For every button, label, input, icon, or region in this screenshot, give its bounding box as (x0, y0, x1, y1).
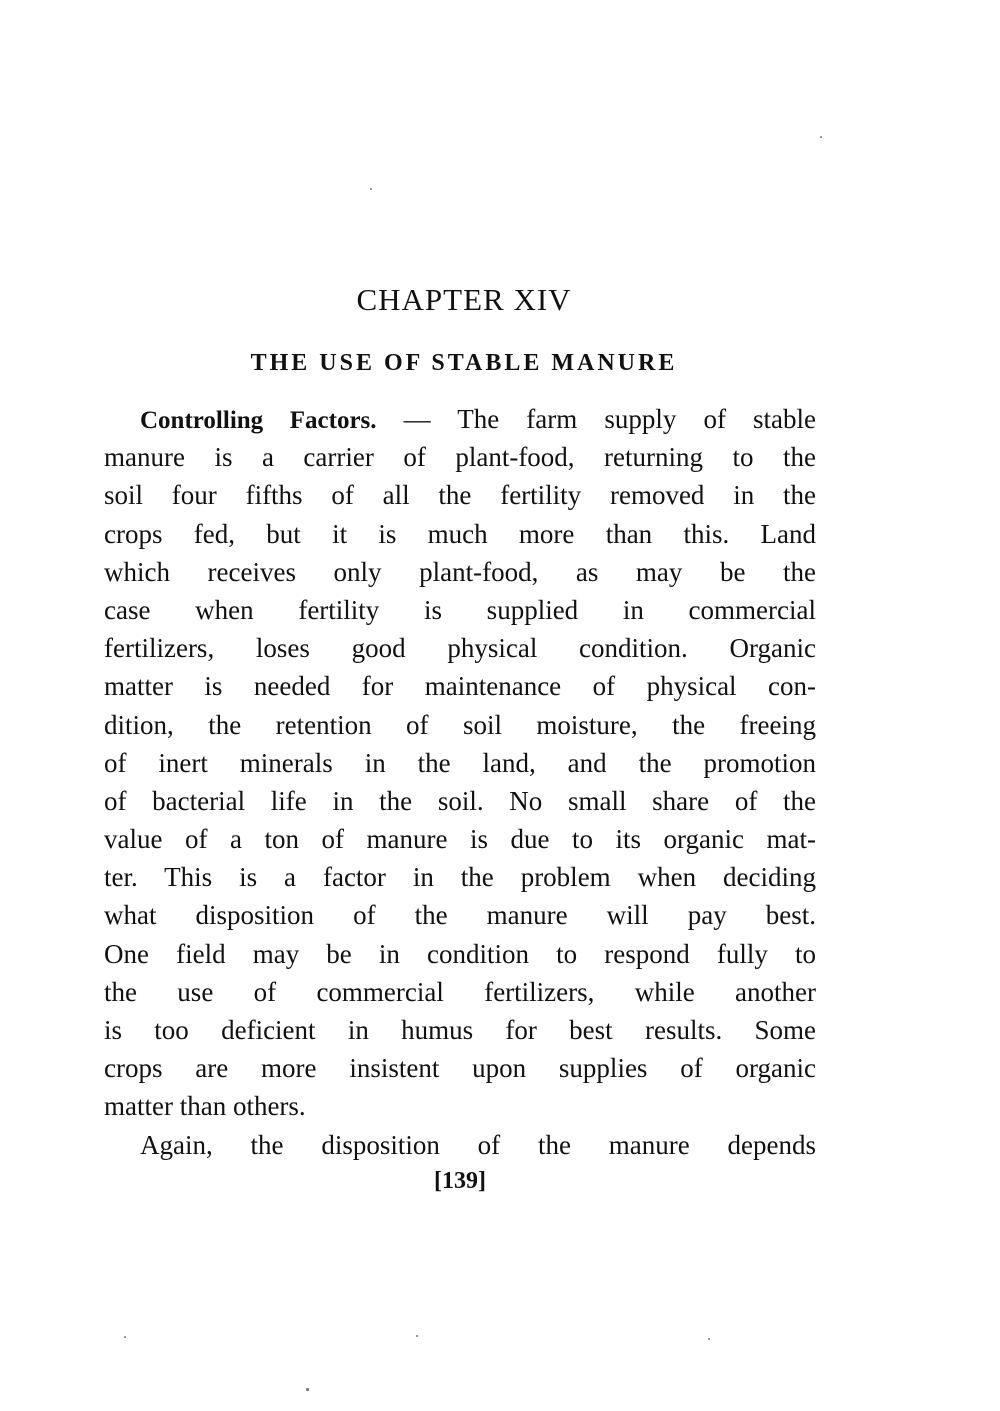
paragraph-line-text: — The farm supply of stable (403, 404, 817, 434)
paragraph-line: One field may be in condition to respond fully to (104, 938, 816, 969)
paragraph-line: value of a ton of manure is due to its organic mat- (104, 824, 816, 855)
paragraph-line: matter is needed for maintenance of physical con- (104, 671, 816, 702)
paragraph-line: fertilizers, loses good physical condition. Organic (104, 633, 816, 664)
paragraph-line: Again, the disposition of the manure depends (140, 1129, 816, 1160)
scan-speck (306, 1388, 309, 1391)
scan-speck (370, 188, 372, 190)
paragraph-line: the use of commercial fertilizers, while another (104, 976, 816, 1007)
page-number: [139] (434, 1168, 486, 1194)
paragraph-line: matter than others. (104, 1091, 306, 1122)
paragraph-line (104, 400, 816, 438)
scan-speck (820, 136, 822, 138)
scan-speck (708, 1338, 710, 1340)
paragraph-line: ter. This is a factor in the problem when deciding (104, 862, 816, 893)
paragraph-line: case when fertility is supplied in commercial (104, 594, 816, 625)
paragraph-line: is too deficient in humus for best results. Some (104, 1015, 816, 1045)
chapter-title: THE USE OF STABLE MANURE (250, 350, 678, 376)
paragraph-line: of bacterial life in the soil. No small share of the (104, 785, 816, 816)
paragraph-line: soil four fifths of all the fertility removed in the (104, 480, 816, 511)
paragraph-line: manure is a carrier of plant-food, returning to the (104, 442, 816, 473)
paragraph-line: crops fed, but it is much more than this. Land (104, 518, 816, 549)
run-in-heading: Controlling Factors. (140, 407, 377, 434)
paragraph-line: of inert minerals in the land, and the promotion (104, 747, 816, 778)
paragraph-line: dition, the retention of soil moisture, the freeing (104, 709, 816, 740)
paragraph-line: what disposition of the manure will pay best. (104, 900, 816, 931)
body-text (104, 400, 816, 1164)
paragraph-line: crops are more insistent upon supplies of organic (104, 1053, 816, 1084)
scan-speck (416, 1335, 418, 1337)
paragraph-line: which receives only plant-food, as may be the (104, 556, 816, 587)
chapter-number: CHAPTER XIV (356, 282, 572, 317)
scan-speck (124, 1336, 126, 1338)
